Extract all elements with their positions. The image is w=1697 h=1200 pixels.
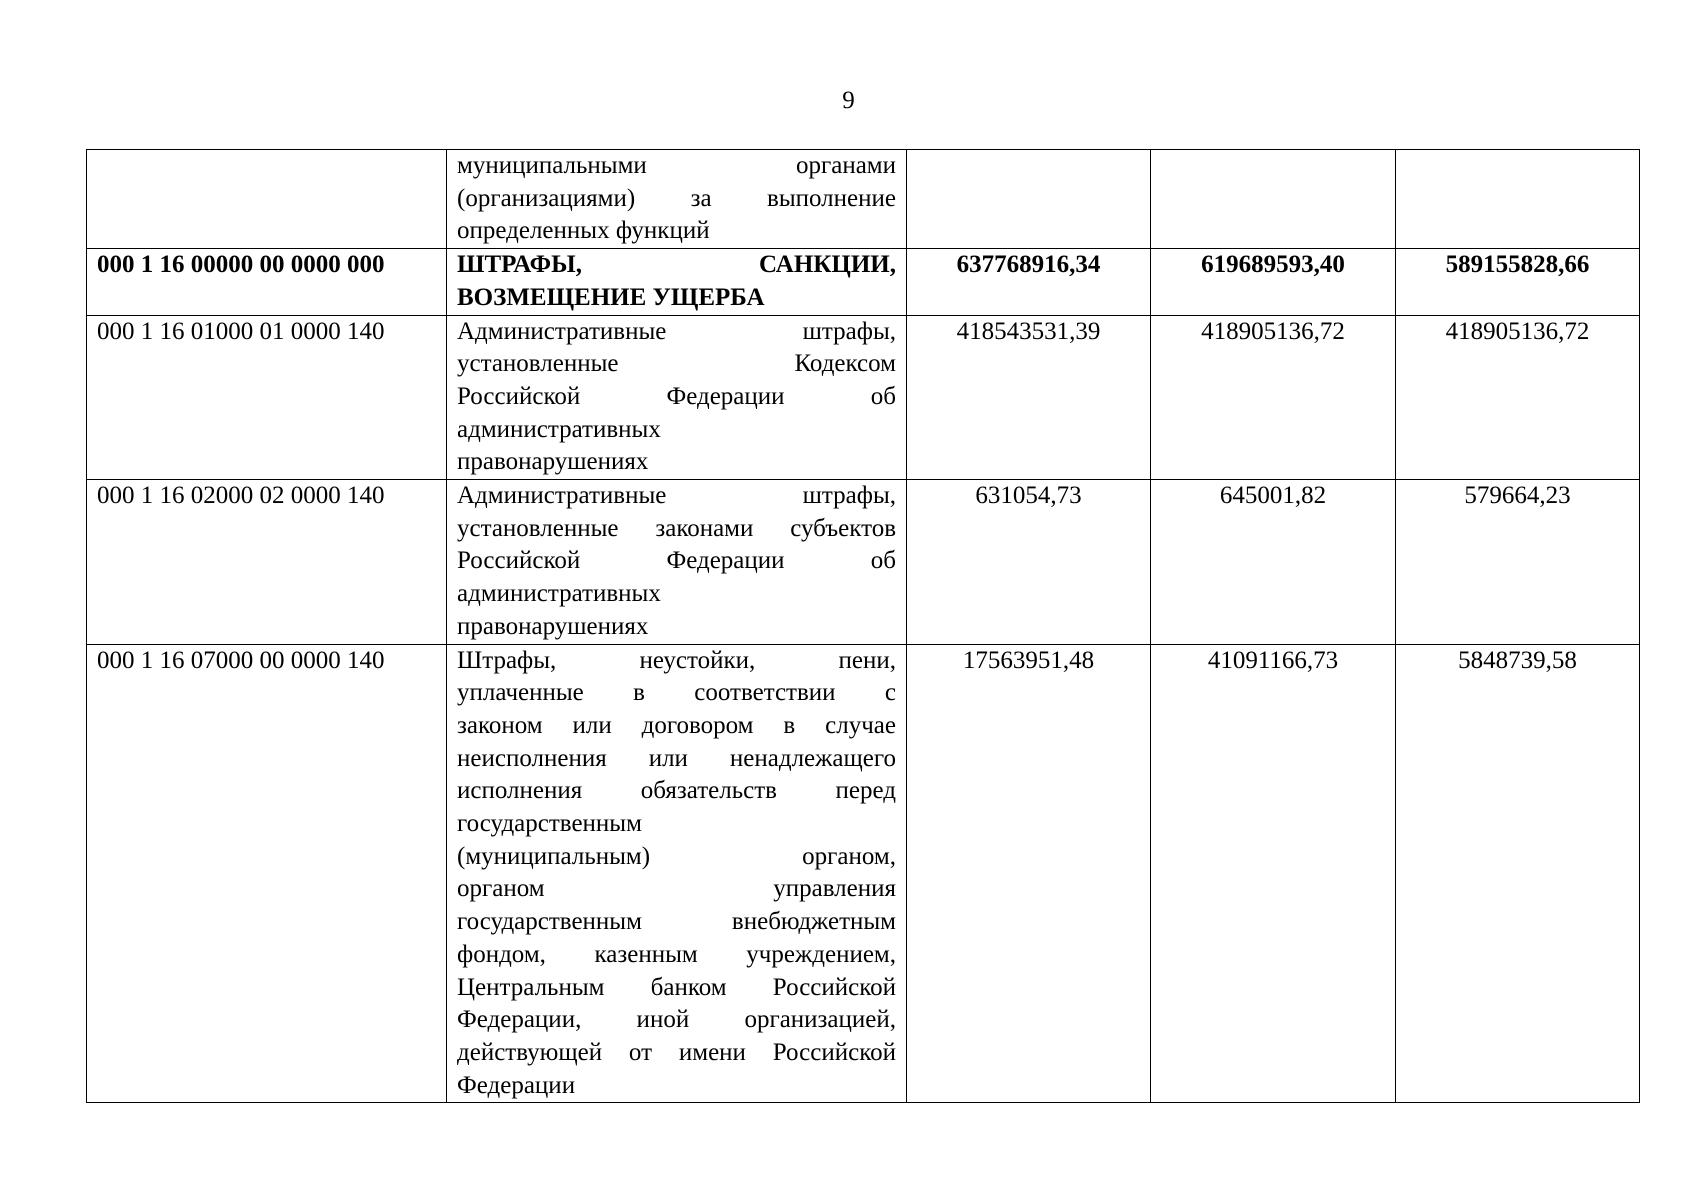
budget-code-cell: 000 1 16 00000 00 0000 000 bbox=[87, 249, 447, 315]
amount-year-1-cell: 418543531,39 bbox=[907, 315, 1151, 480]
revenue-name-cell bbox=[447, 315, 907, 480]
amount-year-3-cell: 589155828,66 bbox=[1396, 249, 1640, 315]
revenue-name-line: Российской Федерации об bbox=[457, 382, 896, 410]
budget-code-cell bbox=[87, 150, 447, 249]
revenue-name-line: уплаченные в соответствии с bbox=[457, 679, 896, 707]
revenue-name-line: (муниципальным) органом, bbox=[457, 842, 896, 870]
revenue-name-line: государственным bbox=[457, 810, 642, 838]
revenue-name-line: Федерации, иной организацией, bbox=[457, 1006, 896, 1034]
amount-year-1-cell: 637768916,34 bbox=[907, 249, 1151, 315]
revenue-name-line: ШТРАФЫ, САНКЦИИ, bbox=[457, 251, 896, 279]
amount-year-3-cell: 579664,23 bbox=[1396, 480, 1640, 645]
table-row bbox=[87, 480, 1640, 645]
revenue-name-line: Российской Федерации об bbox=[457, 547, 896, 575]
revenue-name-cell bbox=[447, 644, 907, 1103]
table-row bbox=[87, 315, 1640, 480]
amount-year-2-cell: 41091166,73 bbox=[1151, 644, 1396, 1103]
revenue-name-line: Федерации bbox=[457, 1071, 576, 1099]
table-row bbox=[87, 249, 1640, 315]
amount-year-3-cell bbox=[1396, 150, 1640, 249]
revenue-name-line: установленные Кодексом bbox=[457, 350, 896, 378]
budget-revenue-table bbox=[86, 149, 1640, 1103]
amount-year-3-cell: 5848739,58 bbox=[1396, 644, 1640, 1103]
revenue-name-line: установленные законами субъектов bbox=[457, 514, 896, 542]
revenue-name-cell bbox=[447, 249, 907, 315]
budget-code-cell: 000 1 16 01000 01 0000 140 bbox=[87, 315, 447, 480]
revenue-name-line: законом или договором в случае bbox=[457, 711, 896, 739]
revenue-name-line: определенных функций bbox=[457, 217, 710, 245]
revenue-name-line: Административные штрафы, bbox=[457, 317, 896, 345]
revenue-name-cell bbox=[447, 150, 907, 249]
table-row bbox=[87, 150, 1640, 249]
revenue-name-line: Штрафы, неустойки, пени, bbox=[457, 646, 896, 674]
page-number: 9 bbox=[842, 87, 855, 114]
amount-year-2-cell bbox=[1151, 150, 1396, 249]
revenue-name-line: действующей от имени Российской bbox=[457, 1038, 896, 1066]
revenue-name-line: правонарушениях bbox=[457, 612, 649, 640]
revenue-name-line: ВОЗМЕЩЕНИЕ УЩЕРБА bbox=[457, 283, 765, 311]
revenue-name-line: неисполнения или ненадлежащего bbox=[457, 744, 896, 772]
table-row bbox=[87, 644, 1640, 1103]
amount-year-2-cell: 619689593,40 bbox=[1151, 249, 1396, 315]
budget-code-cell: 000 1 16 07000 00 0000 140 bbox=[87, 644, 447, 1103]
revenue-name-line: Административные штрафы, bbox=[457, 482, 896, 510]
amount-year-2-cell: 418905136,72 bbox=[1151, 315, 1396, 480]
amount-year-2-cell: 645001,82 bbox=[1151, 480, 1396, 645]
revenue-name-cell bbox=[447, 480, 907, 645]
revenue-name-line: муниципальными органами bbox=[457, 152, 896, 179]
revenue-name-line: правонарушениях bbox=[457, 448, 649, 476]
budget-code-cell: 000 1 16 02000 02 0000 140 bbox=[87, 480, 447, 645]
amount-year-1-cell: 17563951,48 bbox=[907, 644, 1151, 1103]
table-body bbox=[87, 150, 1640, 1103]
amount-year-3-cell: 418905136,72 bbox=[1396, 315, 1640, 480]
revenue-name-line: Центральным банком Российской bbox=[457, 973, 896, 1001]
revenue-name-line: фондом, казенным учреждением, bbox=[457, 940, 896, 968]
revenue-name-line: (организациями) за выполнение bbox=[457, 184, 896, 212]
revenue-name-line: административных bbox=[457, 415, 661, 443]
revenue-name-line: исполнения обязательств перед bbox=[457, 777, 896, 805]
amount-year-1-cell: 631054,73 bbox=[907, 480, 1151, 645]
revenue-name-line: органом управления bbox=[457, 875, 896, 903]
revenue-name-line: государственным внебюджетным bbox=[457, 908, 896, 936]
amount-year-1-cell bbox=[907, 150, 1151, 249]
revenue-name-line: административных bbox=[457, 580, 661, 608]
